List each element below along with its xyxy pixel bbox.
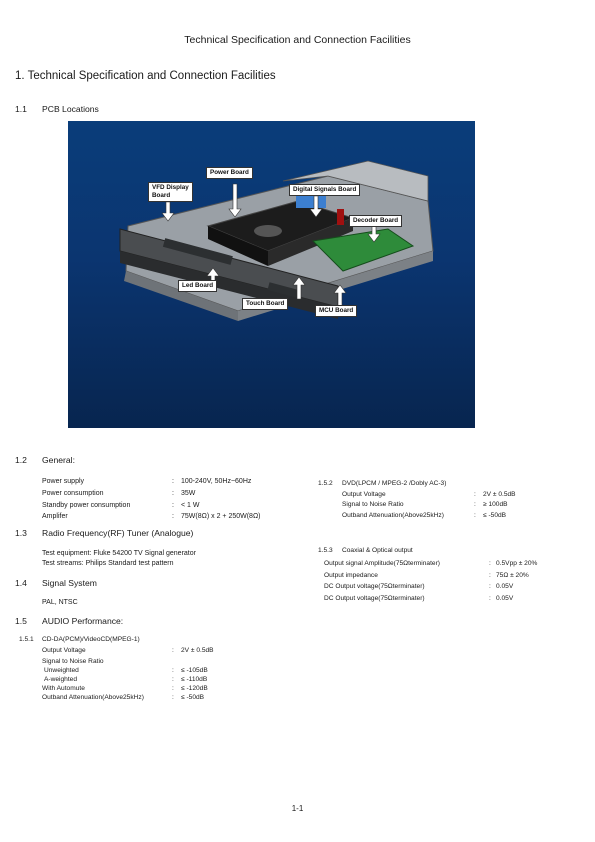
dvd-value: ≤ -50dB [483,512,507,519]
audio-value: ≤ -120dB [181,685,208,692]
section-title: 1. Technical Specification and Connection Facilities [15,70,276,82]
dvd-label: Signal to Noise Ratio [342,501,404,508]
label-vfd-display-board [148,182,193,202]
audio-value: ≤ -105dB [181,667,208,674]
audio-label: With Automute [42,685,85,692]
audio-sep: : [172,676,174,683]
audio-label: Signal to Noise Ratio [42,658,104,665]
dvd-sep: : [474,491,476,498]
label-mcu-board: MCU Board [315,305,357,317]
s13-number: 1.3 [15,528,27,538]
audio-sep: : [172,685,174,692]
spec-sep: : [172,502,174,509]
s15-number: 1.5 [15,616,27,626]
dvd-sep: : [474,512,476,519]
s11-title: PCB Locations [42,104,99,114]
page-number: 1-1 [291,804,304,813]
spec-label: Amplifer [42,513,68,520]
label-touch-board: Touch Board [242,298,288,310]
audio-value: 2V ± 0.5dB [181,647,214,654]
s153-title: Coaxial & Optical output [342,547,413,554]
coax-sep: : [489,572,491,579]
audio-sep: : [172,647,174,654]
coax-value: 0.5Vpp ± 20% [496,560,538,567]
spec-value: 75W(8Ω) x 2 + 250W(8Ω) [181,513,261,520]
s151-title: CD-DA(PCM)/VideoCD(MPEG-1) [42,636,140,643]
dvd-value: 2V ± 0.5dB [483,491,516,498]
label-led-board: Led Board [178,280,217,292]
label-vfd-line2: Board [152,192,171,199]
spec-label: Standby power consumption [42,502,131,509]
coax-value: 75Ω ± 20% [496,572,529,579]
s12-number: 1.2 [15,455,27,465]
dvd-value: ≥ 100dB [483,501,508,508]
spec-sep: : [172,490,174,497]
label-decoder-board: Decoder Board [349,215,402,227]
s152-number: 1.5.2 [318,480,333,487]
page-header: Technical Specification and Connection Facilities [184,34,411,46]
coax-label: DC Output voltage(75Ωterminater) [324,595,425,602]
s15-title: AUDIO Performance: [42,616,124,626]
s151-number: 1.5.1 [19,636,34,643]
callout-arrows [68,121,475,428]
pcb-locations-photo [68,121,475,428]
coax-value: 0.05V [496,583,514,590]
coax-label: Output impedance [324,572,378,579]
s13-title: Radio Frequency(RF) Tuner (Analogue) [42,528,194,538]
s153-number: 1.5.3 [318,547,333,554]
spec-sep: : [172,478,174,485]
spec-value: 100-240V, 50Hz~60Hz [181,478,252,485]
s14-title: Signal System [42,578,97,588]
spec-sep: : [172,513,174,520]
spec-value: 35W [181,490,196,497]
dvd-sep: : [474,501,476,508]
coax-value: 0.05V [496,595,514,602]
audio-label: Unweighted [44,667,79,674]
s152-title: DVD(LPCM / MPEG-2 /Dobly AC-3) [342,480,447,487]
dvd-label: Outband Attenuation(Above25kHz) [342,512,444,519]
label-digital-signals-board: Digital Signals Board [289,184,360,196]
audio-label: A-weighted [44,676,77,683]
audio-value: ≤ -110dB [181,676,208,683]
spec-value: < 1 W [181,502,200,509]
audio-sep: : [172,694,174,701]
dvd-label: Output Voltage [342,491,386,498]
tuner-line: Test streams: Philips Standard test pattern [42,560,174,567]
audio-value: ≤ -50dB [181,694,205,701]
s14-number: 1.4 [15,578,27,588]
label-vfd-line1: VFD Display [152,184,189,191]
coax-sep: : [489,595,491,602]
coax-label: DC Output voltage(75Ωterminater) [324,583,425,590]
spec-label: Power consumption [42,490,104,497]
s11-number: 1.1 [15,104,27,114]
coax-label: Output signal Amplitude(75Ωterminater) [324,560,440,567]
coax-sep: : [489,560,491,567]
audio-sep: : [172,667,174,674]
coax-sep: : [489,583,491,590]
tuner-line: Test equipment: Fluke 54200 TV Signal generator [42,550,196,557]
label-power-board: Power Board [206,167,253,179]
audio-label: Outband Attenuation(Above25kHz) [42,694,144,701]
s12-title: General: [42,455,75,465]
signal-system-value: PAL, NTSC [42,599,78,606]
audio-label: Output Voltage [42,647,86,654]
spec-label: Power supply [42,478,85,485]
